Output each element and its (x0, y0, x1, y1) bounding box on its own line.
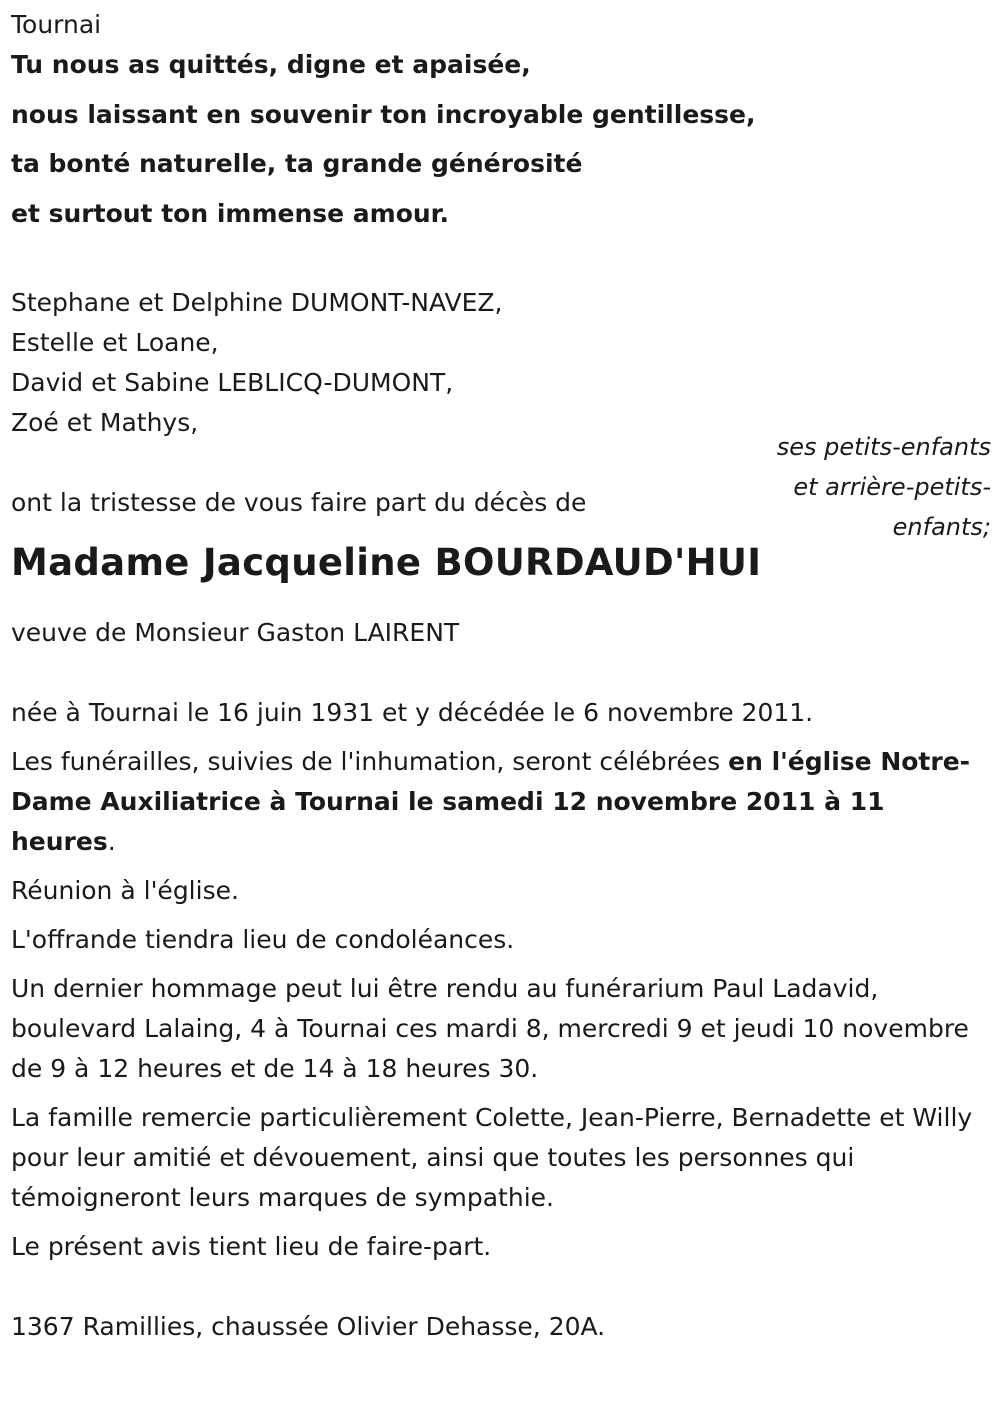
poem-line: Tu nous as quittés, digne et apaisée, (11, 50, 531, 79)
widow-of: veuve de Monsieur Gaston LAIRENT (11, 618, 460, 647)
poem-line: et surtout ton immense amour. (11, 198, 449, 228)
funeral-end: . (107, 827, 116, 856)
family-member: Estelle et Loane, (11, 328, 219, 357)
family-member: David et Sabine LEBLICQ-DUMONT, (11, 368, 454, 397)
notice-info: Le présent avis tient lieu de faire-part. (11, 1232, 492, 1261)
poem (11, 45, 991, 243)
birth-death: née à Tournai le 16 juin 1931 et y décédée le 6 novembre 2011. (11, 698, 814, 727)
thanks-info: La famille remercie particulièrement Colette, Jean-Pierre, Bernadette et Willy pour leur amitié et dévouement, ainsi que toutes les personnes qui témoigneront leurs marques de sympathie. (11, 1103, 973, 1212)
relation-line: ses petits-enfants (776, 433, 991, 461)
funeral-details: en l'église Notre-Dame Auxiliatrice à Tournai le samedi 12 novembre 2011 à 11 heures (11, 747, 971, 856)
announcement: ont la tristesse de vous faire part du décès de (11, 488, 587, 517)
relation-line: et arrière-petits- (793, 473, 991, 501)
poem-line: ta bonté naturelle, ta grande générosité (11, 149, 583, 178)
address: 1367 Ramillies, chaussée Olivier Dehasse, 20A. (11, 1312, 606, 1341)
family-member: Stephane et Delphine DUMONT-NAVEZ, (11, 288, 503, 317)
offering-info: L'offrande tiendra lieu de condoléances. (11, 925, 515, 954)
family-list (11, 283, 991, 443)
poem-line: nous laissant en souvenir ton incroyable gentillesse, (11, 99, 756, 129)
relation-note (777, 427, 991, 547)
obituary-notice (11, 5, 991, 1347)
family-member: Zoé et Mathys, (11, 408, 199, 437)
relation-line: enfants; (892, 513, 991, 541)
funeral-info (11, 742, 991, 862)
funeral-intro: Les funérailles, suivies de l'inhumation, seront célébrées (11, 747, 729, 776)
deceased-name: Madame Jacqueline BOURDAUD'HUI (11, 541, 762, 584)
tribute-info: Un dernier hommage peut lui être rendu au funérarium Paul Ladavid, boulevard Lalaing, 4 à Tournai ces mardi 8, mercredi 9 et jeudi 10 novembre de 9 à 12 heures et de 14 à 18 heures 30. (11, 974, 969, 1083)
city-header: Tournai (11, 10, 102, 39)
meeting-info: Réunion à l'église. (11, 876, 239, 905)
